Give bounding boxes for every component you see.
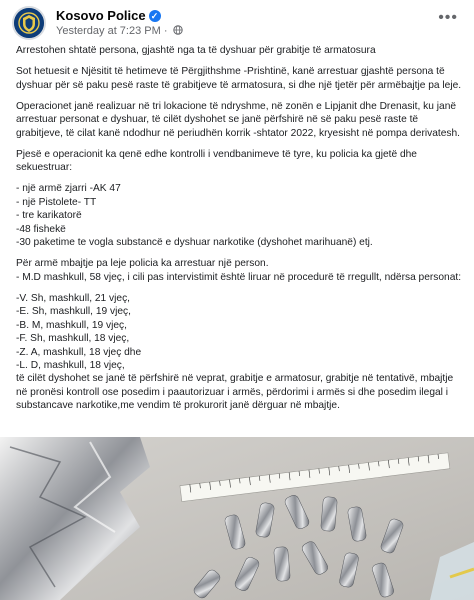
post-timestamp[interactable]: Yesterday at 7:23 PM [56,25,161,37]
paragraph-search [16,148,462,175]
verified-badge-icon: ✓ [149,10,161,22]
kosovo-police-logo-icon[interactable] [12,6,46,40]
list-item: -L. D, mashkull, 18 vjeç, [16,359,125,371]
list-item: - tre karikatorë [16,210,82,222]
post-photo[interactable] [0,437,474,600]
globe-icon [173,25,183,35]
paragraph-arrest [16,257,462,284]
list-item: - një armë zjarri -AK 47 [16,183,121,195]
list-item: -V. Sh, mashkull, 21 vjeç, [16,292,131,304]
page-name-text[interactable]: Kosovo Police [56,8,146,23]
text-line: Sot hetuesit e Njësitit të hetimeve të Përgjithshme -Prishtinë, kanë arrestuar gjashtë persona të dyshuar për së paku pesë raste të grabitjeve të armatosura, si dhe një tjetër për armëbajtje pa leje. [16,66,462,91]
post-body [16,44,462,420]
list-item: -F. Sh, mashkull, 18 vjeç, [16,333,130,345]
list-item: -E. Sh, mashkull, 19 vjeç, [16,306,131,318]
paragraph-operations [16,100,462,140]
seized-items-list [16,182,462,249]
text-line: Arrestohen shtatë persona, gjashtë nga ta të dyshuar për grabitje të armatosura [16,45,376,56]
text-line: Pjesë e operacionit ka qenë edhe kontrolli i vendbanimeve të tyre, ku policia ka gjetë dhe sekuestruar: [16,148,417,174]
text-line: - M.D mashkull, 58 vjeç, i cili pas intervistimit është liruar në procedurë të rregullt, ndërsa personat: [16,271,462,283]
evidence-photo-image [0,437,474,600]
text-line: Operacionet janë realizuar në tri lokacione të ndryshme, në zonën e Lipjanit dhe Drenasit, ku janë arrestuar personat e dyshuar, të cilët dyshohet se janë përfshirë në së paku pesë raste të grabitjeve, të cilat kanë ndodhur në periudhën korrik -shtator 2022, kryesisht në pompa derivatesh. [16,100,460,139]
paragraph-intro [16,65,462,92]
list-item: -48 fishekë [16,223,66,235]
paragraph-title [16,44,462,57]
suspects-list [16,292,462,413]
post-meta: Yesterday at 7:23 PM · [56,25,183,37]
page-name[interactable] [56,8,161,23]
text-line: të cilët dyshohet se janë të përfshirë në veprat, grabitje e armatosur, grabitje në tentativë, mbajtje në pronësi kontroll ose posedim i paautorizuar i armës, përdorimi i armës si dhe posedim ilegal i substancave narkotike,me vendim të prokurorit janë dërguar në mbajtje. [16,373,454,412]
list-item: - një Pistolete- TT [16,196,97,208]
list-item: -Z. A, mashkull, 18 vjeç dhe [16,346,142,358]
list-item: -30 paketime te vogla substancë e dyshuar narkotike (dyshohet marihuanë) etj. [16,237,373,249]
text-line: Për armë mbajtje pa leje policia ka arrestuar një person. [16,258,269,270]
more-options-icon[interactable]: ••• [438,9,458,26]
post-header [10,6,464,36]
list-item: -B. M, mashkull, 19 vjeç, [16,319,127,331]
